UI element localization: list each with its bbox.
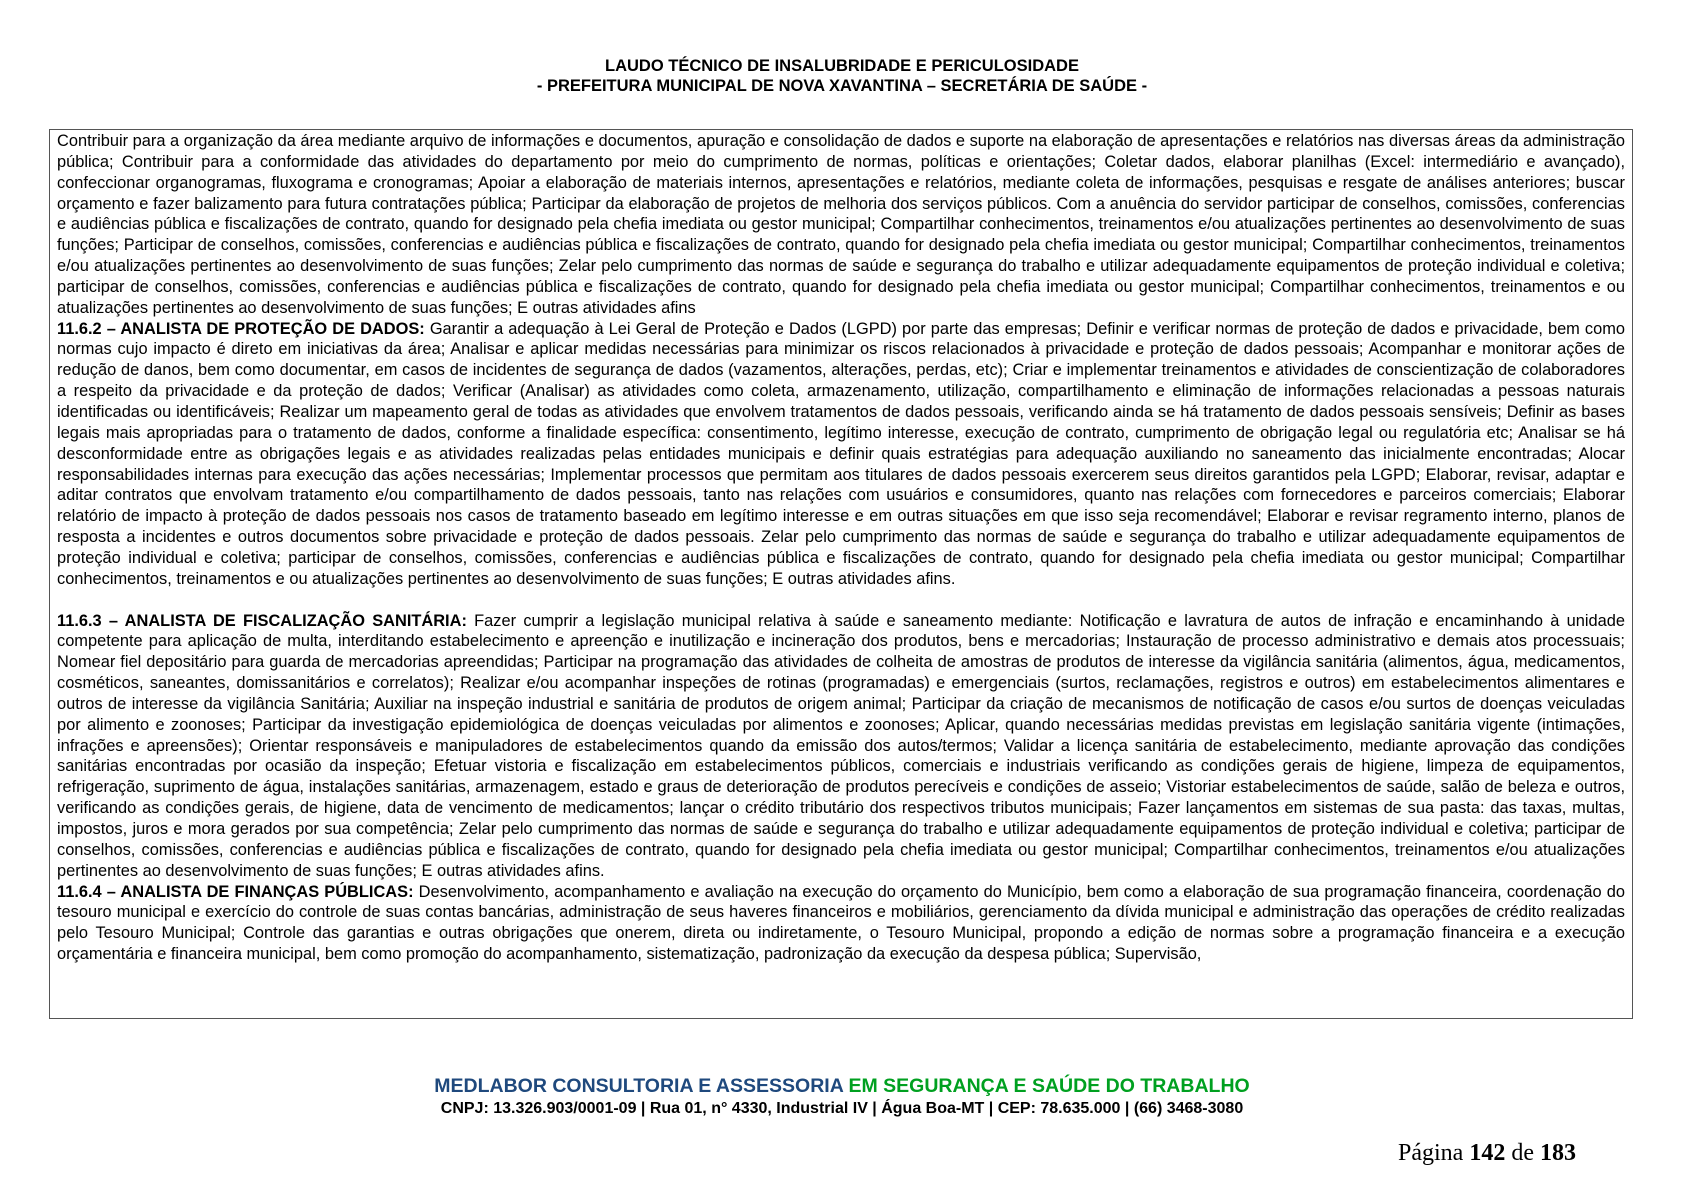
section-financas-publicas — [57, 882, 1625, 965]
page-of: de — [1511, 1140, 1534, 1166]
paragraph-spacer — [57, 590, 1625, 611]
section-title: 11.6.3 – ANALISTA DE FISCALIZAÇÃO SANITÁRIA: — [57, 611, 467, 630]
page-number — [1398, 1139, 1576, 1167]
header-title: LAUDO TÉCNICO DE INSALUBRIDADE E PERICULOSIDADE — [605, 57, 1079, 75]
section-text: Fazer cumprir a legislação municipal relativa à saúde e saneamento mediante: Notificação e lavratura de autos de infração e encaminhando à unidade competente para aplicação de multa, interditando estabelecimento e apreenção e inutilização e incineração dos produtos, bens e mercadorias; Instauração de processo administrativo e demais atos processuais; Nomear fiel depositário para guarda de mercadorias apreendidas; Participar na programação das atividades de colheita de amostras de produtos de interesse da vigilância sanitária (alimentos, água, medicamentos, cosméticos, saneantes, domissanitários e correlatos); Realizar e/ou acompanhar inspeções de rotinas (programadas) e emergenciais (surtos, reclamações, registros e outros) em estabelecimentos alimentares e outros de interesse da vigilância Sanitária; Auxiliar na inspeção industrial e sanitária de produtos de origem animal; Participar da criação de mecanismos de notificação de casos e/ou surtos de doenças veiculadas por alimento e zoonoses; Participar da investigação epidemiológica de doenças veiculadas por alimentos e zoonoses; Aplicar, quando necessárias medidas previstas em legislação sanitária vigente (intimações, infrações e apreensões); Orientar responsáveis e manipuladores de estabelecimentos quando da emissão dos autos/termos; Validar a licença sanitária de estabelecimento, mediante aprovação das condições sanitárias encontradas por ocasião da inspeção; Efetuar vistoria e fiscalização em estabelecimentos públicos, comerciais e industriais verificando as condições gerais de higiene, limpeza de equipamentos, refrigeração, suprimento de água, instalações sanitárias, armazenagem, estado e graus de deterioração de produtos perecíveis e condições de asseio; Vistoriar estabelecimentos de saúde, salão de beleza e outros, verificando as condições gerais, de higiene, data de vencimento de medicamentos; lançar o crédito tributário dos respectivos tributos municipais; Fazer lançamentos em sistemas de sua pasta: das taxas, multas, impostos, juros e mora gerados por sua competência; Zelar pelo cumprimento das normas de saúde e segurança do trabalho e utilizar adequadamente equipamentos de proteção individual e coletiva; participar de conselhos, comissões, conferencias e audiências pública e fiscalizações de contrato, quando for designado pela chefia imediata ou gestor municipal; Compartilhar conhecimentos, treinamentos e/ou atualizações pertinentes ao desenvolvimento de suas funções; E outras atividades afins. — [57, 611, 1625, 880]
footer-company — [0, 1074, 1684, 1098]
section-text: Garantir a adequação à Lei Geral de Proteção e Dados (LGPD) por parte das empresas; Definir e verificar normas de proteção de dados e privacidade, bem como normas cujo impacto é direto em iniciativas da área; Analisar e aplicar medidas necessárias para minimizar os riscos relacionados à privacidade e proteção de dados pessoais; Acompanhar e monitorar ações de redução de danos, bem como documentar, em casos de incidentes de segurança de dados (vazamentos, alterações, perdas, etc); Criar e implementar treinamentos e atividades de conscientização de colaboradores a respeito da privacidade e da proteção de dados; Verificar (Analisar) as atividades como coleta, armazenamento, utilização, compartilhamento e eliminação de informações relacionadas a pessoas naturais identificadas ou identificáveis; Realizar um mapeamento geral de todas as atividades que envolvem tratamentos de dados pessoais, verificando ainda se há tratamento de dados pessoais sensíveis; Definir as bases legais mais apropriadas para o tratamento de dados, conforme a finalidade específica: consentimento, legítimo interesse, execução de contrato, cumprimento de obrigação legal ou regulatória etc; Analisar se há desconformidade entre as obrigações legais e as atividades realizadas pelas entidades municipais e definir quais estratégias para adequação auxiliando no saneamento das inicialmente encontradas; Alocar responsabilidades internas para execução das ações necessárias; Implementar processos que permitam aos titulares de dados pessoais exercerem seus direitos garantidos pela LGPD; Elaborar, revisar, adaptar e aditar contratos que envolvam tratamento e/ou compartilhamento de dados pessoais, tanto nas relações com usuários e consumidores, quanto nas relações com fornecedores e parceiros comerciais; Elaborar relatório de impacto à proteção de dados pessoais nos casos de tratamento baseado em legítimo interesse e em outras situações em que isso seja recomendável; Elaborar e revisar regramento interno, planos de resposta a incidentes e outros documentos sobre privacidade e proteção de dados pessoais. Zelar pelo cumprimento das normas de saúde e segurança do trabalho e utilizar adequadamente equipamentos de proteção individual e coletiva; participar de conselhos, comissões, conferencias e audiências pública e fiscalizações de contrato, quando for designado pela chefia imediata ou gestor municipal; Compartilhar conhecimentos, treinamentos e ou atualizações pertinentes ao desenvolvimento de suas funções; E outras atividades afins. — [57, 319, 1625, 588]
intro-paragraph: Contribuir para a organização da área mediante arquivo de informações e documentos, apuração e consolidação de dados e suporte na elaboração de apresentações e relatórios nas diversas áreas da administração pública; Contribuir para a conformidade das atividades do departamento por meio do cumprimento de normas, políticas e orientações; Coletar dados, elaborar planilhas (Excel: intermediário e avançado), confeccionar organogramas, fluxograma e cronogramas; Apoiar a elaboração de materiais internos, apresentações e relatórios, mediante coleta de informações, pesquisas e resgate de análises anteriores; buscar orçamento e fazer balizamento para futura contratações pública; Participar da elaboração de projetos de melhoria dos serviços públicos. Com a anuência do servidor participar de conselhos, comissões, conferencias e audiências pública e fiscalizações de contrato, quando for designado pela chefia imediata ou gestor municipal; Compartilhar conhecimentos, treinamentos e/ou atualizações pertinentes ao desenvolvimento de suas funções; Participar de conselhos, comissões, conferencias e audiências pública e fiscalizações de contrato, quando for designado pela chefia imediata ou gestor municipal; Compartilhar conhecimentos, treinamentos e/ou atualizações pertinentes ao desenvolvimento de suas funções; Zelar pelo cumprimento das normas de saúde e segurança do trabalho e utilizar adequadamente equipamentos de proteção individual e coletiva; participar de conselhos, comissões, conferencias e audiências pública e fiscalizações de contrato, quando for designado pela chefia imediata ou gestor municipal; Compartilhar conhecimentos, treinamentos e ou atualizações pertinentes ao desenvolvimento de suas funções; E outras atividades afins — [57, 132, 1625, 317]
page-label: Página — [1398, 1140, 1464, 1166]
section-text: Desenvolvimento, acompanhamento e avaliação na execução do orçamento do Município, bem como a elaboração de sua programação financeira, coordenação do tesouro municipal e exercício do controle de suas contas bancárias, administração de seus haveres financeiros e mobiliários, gerenciamento da dívida municipal e administração das operações de crédito realizadas pelo Tesouro Municipal; Controle das garantias e outras obrigações que onerem, direta ou indiretamente, o Tesouro Municipal, propondo a edição de normas sobre a programação financeira e a execução orçamentária e financeira municipal, bem como promoção do acompanhamento, sistematização, padronização da execução da despesa pública; Supervisão, — [57, 882, 1625, 964]
company-tagline: EM SEGURANÇA E SAÚDE DO TRABALHO — [848, 1075, 1250, 1097]
content-box — [49, 129, 1633, 1019]
page-current: 142 — [1469, 1140, 1506, 1166]
section-title: 11.6.4 – ANALISTA DE FINANÇAS PÚBLICAS: — [57, 882, 414, 901]
page-total: 183 — [1540, 1140, 1576, 1166]
company-name: MEDLABOR CONSULTORIA E ASSESSORIA — [434, 1075, 844, 1097]
section-title: 11.6.2 – ANALISTA DE PROTEÇÃO DE DADOS: — [57, 319, 425, 338]
document-header — [0, 56, 1684, 96]
section-fiscalizacao-sanitaria — [57, 611, 1625, 882]
footer-contact-info: CNPJ: 13.326.903/0001-09 | Rua 01, n° 4330, Industrial IV | Água Boa-MT | CEP: 78.635.000 | (66) 3468-3080 — [440, 1100, 1244, 1117]
section-protecao-dados — [57, 319, 1625, 590]
header-subtitle: - PREFEITURA MUNICIPAL DE NOVA XAVANTINA – SECRETÁRIA DE SAÚDE - — [536, 77, 1148, 95]
